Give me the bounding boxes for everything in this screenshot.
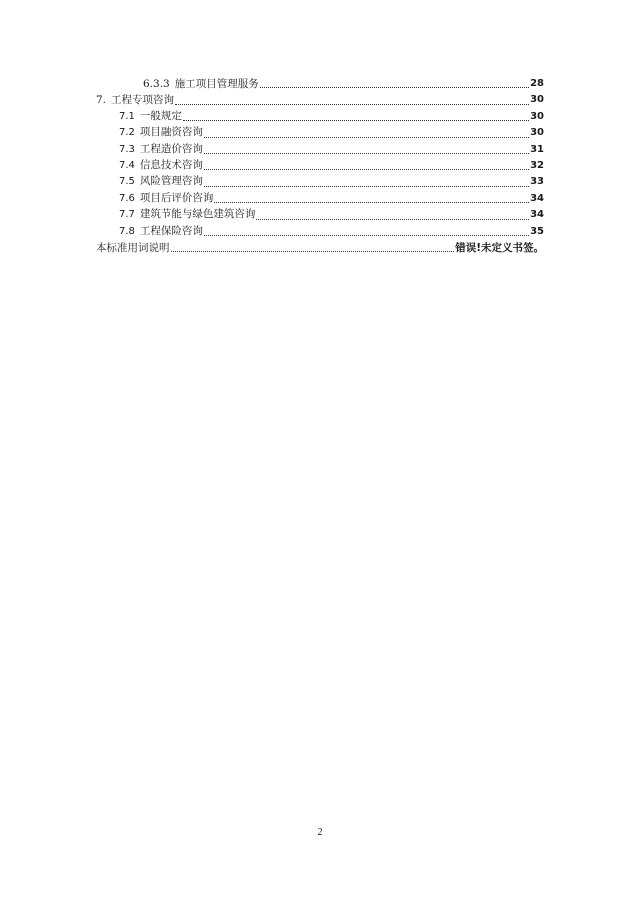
- toc-dot-leader: [256, 218, 529, 220]
- toc-entry-title: 项目后评价咨询: [139, 191, 214, 204]
- toc-entry-number: 7.8: [119, 225, 135, 237]
- toc-entry-page: 33: [530, 176, 544, 188]
- toc-dot-leader: [175, 103, 529, 105]
- toc-entry[interactable]: [96, 109, 544, 125]
- toc-entry[interactable]: [96, 240, 544, 256]
- toc-dot-leader: [204, 168, 529, 170]
- toc-entry-label: [143, 76, 259, 92]
- toc-entry-page: 35: [530, 225, 544, 237]
- toc-entry[interactable]: [96, 158, 544, 174]
- toc-entry-title: 项目融资咨询: [139, 126, 203, 139]
- toc-entry-page: 30: [530, 94, 544, 106]
- toc-dot-leader: [204, 136, 529, 138]
- page-number: 2: [317, 827, 323, 838]
- toc-entry-label: [119, 124, 203, 141]
- toc-entry-label: [119, 141, 203, 158]
- toc-dot-leader: [214, 201, 529, 203]
- toc-entry-title: 工程造价咨询: [139, 142, 203, 155]
- toc-entry-title: 风险管理咨询: [139, 175, 203, 188]
- toc-entry-number: 7.: [96, 94, 107, 107]
- toc-entry-label: [119, 108, 182, 125]
- toc-entry-title: 本标准用词说明: [96, 241, 170, 254]
- toc-entry-page: 30: [530, 110, 544, 122]
- toc-entry[interactable]: [96, 224, 544, 240]
- toc-entry-page: 31: [530, 143, 544, 155]
- toc-entry-label: [119, 157, 203, 174]
- toc-entry-number: 6.3.3: [143, 77, 170, 90]
- toc-dot-leader: [204, 185, 529, 187]
- toc-entry[interactable]: [96, 207, 544, 223]
- toc-entry-number: 7.1: [119, 110, 135, 122]
- toc-entry[interactable]: [96, 92, 544, 108]
- toc-dot-leader: [204, 234, 529, 236]
- toc-entry-page: 34: [530, 192, 544, 204]
- toc-entry-page: 28: [530, 77, 544, 89]
- toc-entry-label: [119, 206, 255, 223]
- toc-entry-label: [96, 92, 174, 108]
- toc-entry-label: [96, 240, 170, 256]
- toc-entry[interactable]: [96, 174, 544, 190]
- toc-entry-title: 工程专项咨询: [111, 94, 175, 107]
- toc-dot-leader: [260, 86, 529, 88]
- toc-entry-title: 建筑节能与绿色建筑咨询: [139, 208, 256, 221]
- toc-entry-label: [119, 190, 213, 207]
- toc-entry-number: 7.4: [119, 159, 135, 171]
- toc-entry-number: 7.5: [119, 176, 135, 188]
- toc-entry-number: 7.2: [119, 127, 135, 139]
- toc-entry-page: 32: [530, 159, 544, 171]
- toc-entry-label: [119, 173, 203, 190]
- toc-entry[interactable]: [96, 191, 544, 207]
- toc-entry-title: 施工项目管理服务: [174, 77, 259, 90]
- toc-entry-number: 7.3: [119, 143, 135, 155]
- toc-entry-label: [119, 223, 203, 240]
- toc-dot-leader: [171, 250, 455, 252]
- toc-entry-page: 30: [530, 127, 544, 139]
- toc-entry-title: 信息技术咨询: [139, 158, 203, 171]
- toc-entry-page: 34: [530, 209, 544, 221]
- toc-entry[interactable]: [96, 76, 544, 92]
- toc-dot-leader: [204, 152, 529, 154]
- toc-entry-title: 一般规定: [139, 109, 182, 122]
- toc-entry-number: 7.6: [119, 192, 135, 204]
- toc-entry-number: 7.7: [119, 209, 135, 221]
- toc-entry[interactable]: [96, 142, 544, 158]
- toc-entry-title: 工程保险咨询: [139, 224, 203, 237]
- toc-entry-page-error: 错误!未定义书签。: [455, 241, 544, 254]
- toc-entry[interactable]: [96, 125, 544, 141]
- toc-dot-leader: [183, 119, 529, 121]
- table-of-contents: [96, 76, 544, 256]
